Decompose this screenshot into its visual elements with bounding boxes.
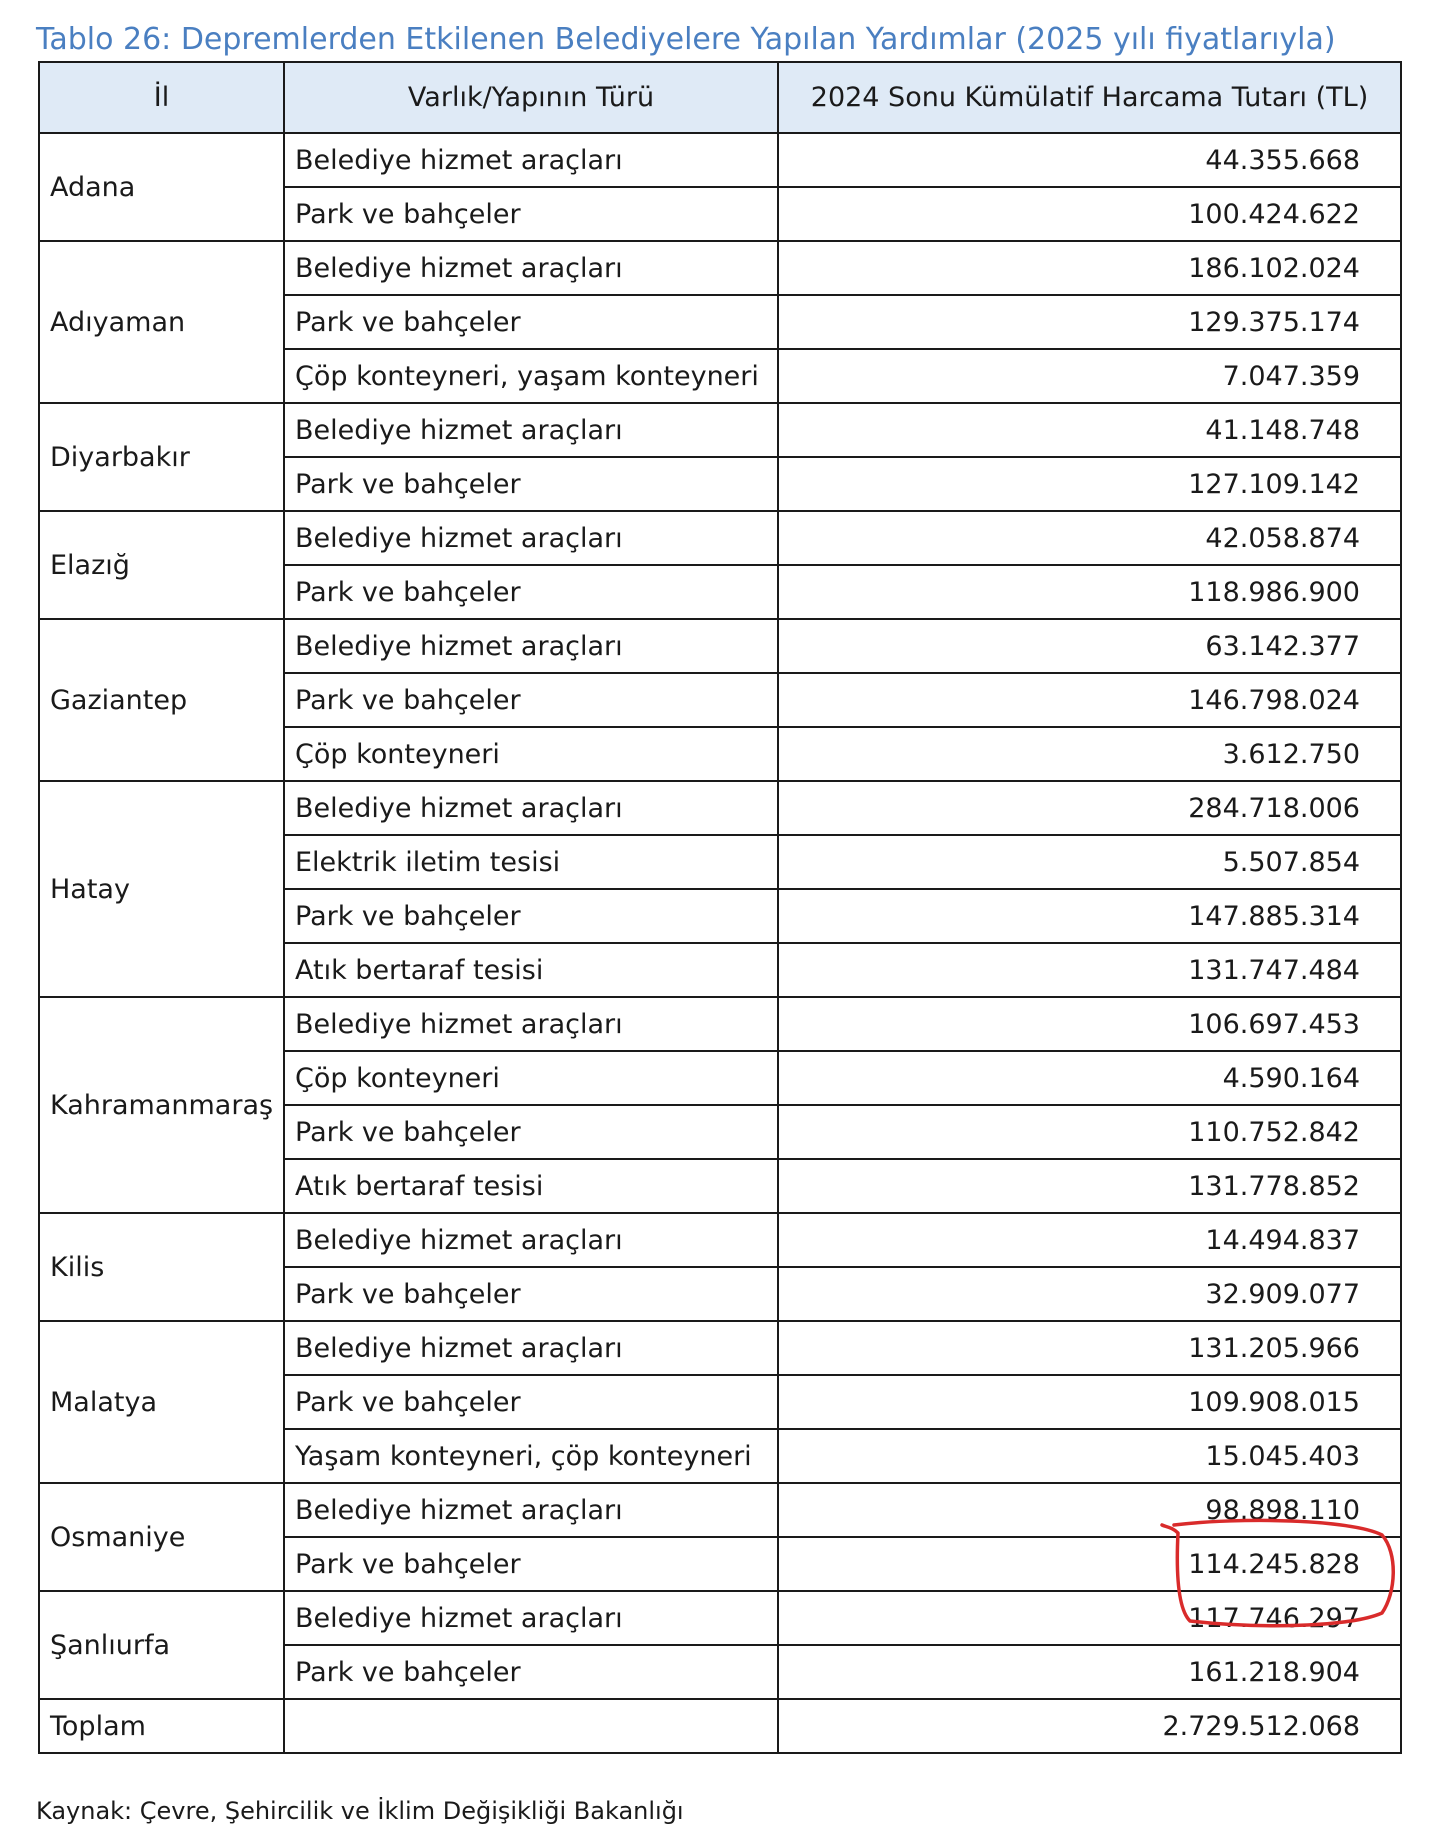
amount-cell: 63.142.377: [778, 619, 1401, 673]
amount-cell: 4.590.164: [778, 1051, 1401, 1105]
table-row: [39, 1483, 1401, 1537]
province-cell: Osmaniye: [39, 1483, 284, 1591]
table-row: [39, 403, 1401, 457]
asset-type-cell: Belediye hizmet araçları: [284, 781, 778, 835]
asset-type-cell: Park ve bahçeler: [284, 889, 778, 943]
asset-type-cell: Çöp konteyneri: [284, 727, 778, 781]
amount-cell: 118.986.900: [778, 565, 1401, 619]
asset-type-cell: Elektrik iletim tesisi: [284, 835, 778, 889]
asset-type-cell: Belediye hizmet araçları: [284, 1591, 778, 1645]
amount-cell: 14.494.837: [778, 1213, 1401, 1267]
total-label: Toplam: [39, 1699, 284, 1753]
amount-cell: 3.612.750: [778, 727, 1401, 781]
province-cell: Adana: [39, 133, 284, 241]
amount-cell: 161.218.904: [778, 1645, 1401, 1699]
amount-cell: 42.058.874: [778, 511, 1401, 565]
amount-cell: 15.045.403: [778, 1429, 1401, 1483]
amount-cell: 44.355.668: [778, 133, 1401, 187]
amount-cell: 114.245.828: [778, 1537, 1401, 1591]
amount-cell: 110.752.842: [778, 1105, 1401, 1159]
table-caption: Tablo 26: Depremlerden Etkilenen Belediyelere Yapılan Yardımlar (2025 yılı fiyatlarıyla): [36, 22, 1336, 57]
asset-type-cell: Belediye hizmet araçları: [284, 997, 778, 1051]
table-row: [39, 781, 1401, 835]
asset-type-cell: Belediye hizmet araçları: [284, 511, 778, 565]
amount-cell: 131.205.966: [778, 1321, 1401, 1375]
asset-type-cell: Belediye hizmet araçları: [284, 619, 778, 673]
header-amount: 2024 Sonu Kümülatif Harcama Tutarı (TL): [778, 62, 1401, 133]
asset-type-cell: Atık bertaraf tesisi: [284, 943, 778, 997]
amount-cell: 98.898.110: [778, 1483, 1401, 1537]
table-row: [39, 1213, 1401, 1267]
province-cell: Malatya: [39, 1321, 284, 1483]
province-cell: Kilis: [39, 1213, 284, 1321]
total-row: [39, 1699, 1401, 1753]
asset-type-cell: Park ve bahçeler: [284, 295, 778, 349]
table-row: [39, 619, 1401, 673]
table-row: [39, 1591, 1401, 1645]
amount-cell: 41.148.748: [778, 403, 1401, 457]
table-row: [39, 133, 1401, 187]
total-type-cell: [284, 1699, 778, 1753]
asset-type-cell: Park ve bahçeler: [284, 1105, 778, 1159]
amount-cell: 131.778.852: [778, 1159, 1401, 1213]
table-row: [39, 511, 1401, 565]
table-row: [39, 1321, 1401, 1375]
asset-type-cell: Park ve bahçeler: [284, 565, 778, 619]
province-cell: Gaziantep: [39, 619, 284, 781]
asset-type-cell: Park ve bahçeler: [284, 187, 778, 241]
amount-cell: 146.798.024: [778, 673, 1401, 727]
total-amount: 2.729.512.068: [778, 1699, 1401, 1753]
source-note: Kaynak: Çevre, Şehircilik ve İklim Değişikliği Bakanlığı: [36, 1797, 684, 1825]
amount-cell: 100.424.622: [778, 187, 1401, 241]
province-cell: Diyarbakır: [39, 403, 284, 511]
aid-table: [38, 61, 1402, 1754]
asset-type-cell: Park ve bahçeler: [284, 1537, 778, 1591]
amount-cell: 131.747.484: [778, 943, 1401, 997]
asset-type-cell: Yaşam konteyneri, çöp konteyneri: [284, 1429, 778, 1483]
asset-type-cell: Belediye hizmet araçları: [284, 241, 778, 295]
amount-cell: 117.746.297: [778, 1591, 1401, 1645]
province-cell: Hatay: [39, 781, 284, 997]
table-row: [39, 997, 1401, 1051]
amount-cell: 32.909.077: [778, 1267, 1401, 1321]
amount-cell: 106.697.453: [778, 997, 1401, 1051]
asset-type-cell: Park ve bahçeler: [284, 1645, 778, 1699]
table-body: [39, 133, 1401, 1753]
table-container: [38, 61, 1400, 1754]
asset-type-cell: Belediye hizmet araçları: [284, 1321, 778, 1375]
asset-type-cell: Park ve bahçeler: [284, 457, 778, 511]
asset-type-cell: Çöp konteyneri: [284, 1051, 778, 1105]
province-cell: Adıyaman: [39, 241, 284, 403]
header-type: Varlık/Yapının Türü: [284, 62, 778, 133]
amount-cell: 109.908.015: [778, 1375, 1401, 1429]
asset-type-cell: Park ve bahçeler: [284, 1375, 778, 1429]
table-row: [39, 241, 1401, 295]
asset-type-cell: Atık bertaraf tesisi: [284, 1159, 778, 1213]
amount-cell: 147.885.314: [778, 889, 1401, 943]
asset-type-cell: Park ve bahçeler: [284, 1267, 778, 1321]
amount-cell: 7.047.359: [778, 349, 1401, 403]
header-row: [39, 62, 1401, 133]
province-cell: Elazığ: [39, 511, 284, 619]
amount-cell: 127.109.142: [778, 457, 1401, 511]
asset-type-cell: Belediye hizmet araçları: [284, 1483, 778, 1537]
asset-type-cell: Belediye hizmet araçları: [284, 1213, 778, 1267]
amount-cell: 284.718.006: [778, 781, 1401, 835]
asset-type-cell: Park ve bahçeler: [284, 673, 778, 727]
amount-cell: 129.375.174: [778, 295, 1401, 349]
province-cell: Kahramanmaraş: [39, 997, 284, 1213]
asset-type-cell: Belediye hizmet araçları: [284, 403, 778, 457]
amount-cell: 5.507.854: [778, 835, 1401, 889]
asset-type-cell: Belediye hizmet araçları: [284, 133, 778, 187]
amount-cell: 186.102.024: [778, 241, 1401, 295]
province-cell: Şanlıurfa: [39, 1591, 284, 1699]
header-il: İl: [39, 62, 284, 133]
asset-type-cell: Çöp konteyneri, yaşam konteyneri: [284, 349, 778, 403]
